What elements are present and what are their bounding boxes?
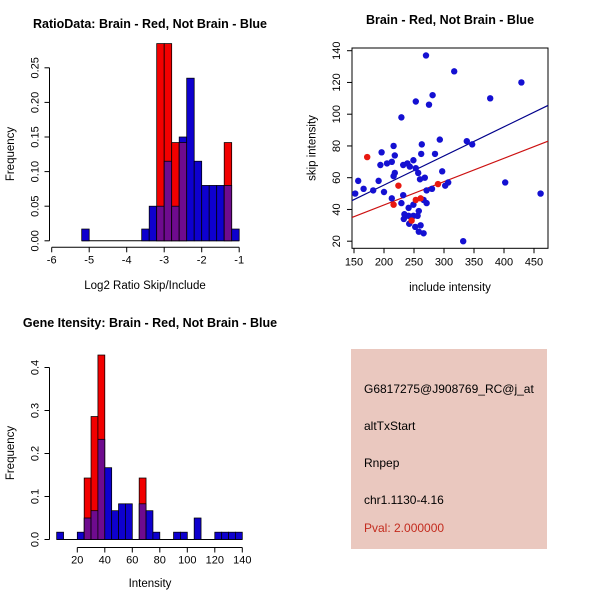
y-tick-label: 0.20	[29, 91, 42, 114]
y-tick-label: 120	[331, 73, 343, 92]
scatter-point-blue	[418, 151, 424, 157]
scatter-point-blue	[442, 182, 448, 188]
hist-bar-blue	[194, 518, 201, 540]
x-axis-label: include intensity	[409, 282, 491, 294]
scatter-point-blue	[469, 141, 475, 147]
scatter-point-blue	[378, 149, 384, 155]
scatter-point-blue	[392, 152, 398, 158]
y-tick-label: 0.00	[29, 230, 42, 252]
y-tick-label: 40	[331, 203, 343, 216]
hist-bar-overlap	[157, 206, 165, 241]
plot-frame	[352, 48, 548, 248]
scatter-point-blue	[413, 98, 419, 104]
scatter-point-blue	[401, 216, 407, 222]
scatter-point-blue	[439, 168, 445, 174]
scatter-point-blue	[429, 92, 435, 98]
hist-bar-blue	[229, 532, 236, 539]
scatter-point-blue	[400, 192, 406, 198]
scatter-point-blue	[389, 195, 395, 201]
hist-bar-blue	[119, 504, 126, 540]
chart-title: RatioData: Brain - Red, Not Brain - Blue	[32, 17, 268, 31]
scatter-point-red	[395, 182, 401, 188]
hist-bar-blue	[153, 532, 160, 539]
hist-bar-overlap	[84, 518, 91, 540]
scatter-point-blue	[537, 190, 543, 196]
scatter-point-blue	[390, 173, 396, 179]
x-tick-label: 80	[153, 554, 166, 567]
probe-id-text: G6817275@J908769_RC@j_at	[364, 382, 534, 396]
scatter-point-red	[408, 217, 414, 223]
hist-bar-overlap	[179, 143, 187, 241]
scatter-point-blue	[355, 178, 361, 184]
scatter-point-blue	[464, 138, 470, 144]
y-tick-label: 0.10	[29, 160, 42, 183]
hist-bar-overlap	[91, 511, 98, 540]
x-tick-label: 140	[233, 554, 252, 567]
scatter-point-blue	[375, 178, 381, 184]
y-tick-label: 0.2	[29, 445, 42, 462]
x-tick-label: -6	[46, 254, 57, 267]
scatter-point-blue	[423, 200, 429, 206]
scatter-point-blue	[487, 95, 493, 101]
hist-bar-blue	[180, 532, 187, 539]
scatter-point-blue	[460, 238, 466, 244]
scatter-point-blue	[389, 159, 395, 165]
y-tick-label: 0.05	[29, 195, 42, 217]
y-tick-label: 20	[331, 235, 343, 248]
scatter-point-blue	[407, 163, 413, 169]
scatter-point-blue	[410, 157, 416, 163]
x-tick-label: 120	[205, 554, 224, 567]
x-axis-label: Log2 Ratio Skip/Include	[84, 280, 206, 292]
scatter-point-blue	[420, 230, 426, 236]
y-tick-label: 0.15	[29, 126, 42, 148]
x-tick-label: 150	[344, 256, 364, 269]
x-tick-label: 100	[178, 554, 197, 567]
scatter-point-red	[435, 181, 441, 187]
y-axis-label: Frequency	[5, 425, 17, 481]
x-tick-label: -5	[84, 254, 95, 267]
x-tick-label: 300	[434, 256, 454, 269]
x-tick-label: 250	[404, 256, 424, 269]
y-tick-label: 80	[331, 139, 343, 153]
y-tick-label: 0.1	[29, 488, 42, 505]
scatter-point-blue	[423, 187, 429, 193]
hist-bar-blue	[215, 532, 222, 539]
hist-bar-overlap	[172, 206, 180, 241]
hist-bar-blue	[82, 229, 90, 241]
scatter-point-blue	[432, 151, 438, 157]
scatter-point-red	[390, 201, 396, 207]
scatter-point-blue	[417, 222, 423, 228]
hist-bar-blue	[146, 511, 153, 540]
hist-bar-blue	[142, 229, 150, 241]
hist-bar-blue	[174, 532, 181, 539]
scatter-point-blue	[390, 143, 396, 149]
scatter-point-blue	[416, 208, 422, 214]
x-tick-label: 400	[494, 256, 514, 269]
y-tick-label: 60	[331, 171, 343, 184]
hist-bar-blue	[149, 206, 157, 241]
x-tick-label: -1	[234, 254, 245, 267]
scatter-point-blue	[377, 162, 383, 168]
y-axis-label: Frequency	[5, 126, 17, 182]
y-tick-label: 140	[331, 41, 343, 60]
scatter-point-blue	[429, 186, 435, 192]
hist-bar-blue	[202, 185, 210, 240]
x-tick-label: -2	[196, 254, 207, 267]
hist-bar-blue	[105, 468, 112, 540]
scatter-point-blue	[370, 187, 376, 193]
scatter-point-blue	[437, 136, 443, 142]
hist-bar-overlap	[164, 161, 172, 241]
hist-bar-overlap	[224, 185, 232, 240]
chart-title: Brain - Red, Not Brain - Blue	[365, 13, 535, 27]
pval-text: Pval: 2.000000	[364, 521, 445, 535]
x-tick-label: 60	[126, 554, 139, 567]
x-tick-label: -3	[159, 254, 170, 267]
hist-bar-blue	[125, 504, 132, 540]
x-tick-label: 40	[98, 554, 111, 567]
y-tick-label: 0.4	[29, 359, 42, 376]
hist-bar-blue	[217, 185, 225, 240]
scatter-point-blue	[502, 179, 508, 185]
x-axis-label: Intensity	[128, 578, 172, 590]
event-type-text: altTxStart	[364, 419, 416, 433]
locus-text: chr1.1130-4.16	[364, 493, 444, 507]
hist-bar-blue	[77, 532, 84, 539]
scatter-point-red	[364, 154, 370, 160]
x-tick-label: 350	[464, 256, 484, 269]
hist-bar-blue	[232, 229, 240, 241]
x-tick-label: -4	[121, 254, 132, 267]
hist-bar-blue	[222, 532, 229, 539]
y-tick-label: 0.0	[29, 531, 42, 548]
y-tick-label: 100	[331, 105, 343, 124]
hist-bar-blue	[112, 511, 119, 540]
hist-bar-overlap	[139, 504, 146, 540]
hist-bar-blue	[57, 532, 64, 539]
y-axis-label: skip intensity	[306, 115, 319, 181]
scatter-point-blue	[415, 170, 421, 176]
hist-bar-blue	[209, 185, 217, 240]
scatter-point-blue	[451, 68, 457, 74]
scatter-point-blue	[419, 141, 425, 147]
x-tick-label: 450	[524, 256, 544, 269]
scatter-point-blue	[398, 200, 404, 206]
y-tick-label: 0.25	[29, 57, 42, 79]
gene-name-text: Rnpep	[364, 456, 400, 470]
scatter-point-red	[417, 195, 423, 201]
hist-bar-blue	[187, 78, 195, 241]
hist-bar-overlap	[98, 439, 105, 539]
info-panel	[351, 349, 547, 549]
scatter-point-blue	[398, 114, 404, 120]
hist-bar-blue	[194, 161, 202, 241]
scatter-point-blue	[426, 101, 432, 107]
x-tick-label: 200	[374, 256, 394, 269]
scatter-point-blue	[518, 79, 524, 85]
scatter-point-blue	[352, 190, 358, 196]
scatter-point-blue	[422, 175, 428, 181]
scatter-point-blue	[360, 186, 366, 192]
hist-bar-blue	[235, 532, 242, 539]
scatter-point-blue	[423, 52, 429, 58]
y-tick-label: 0.3	[29, 402, 42, 419]
x-tick-label: 20	[71, 554, 84, 567]
chart-title: Gene Itensity: Brain - Red, Not Brain - Blue	[22, 316, 278, 330]
scatter-point-blue	[381, 189, 387, 195]
